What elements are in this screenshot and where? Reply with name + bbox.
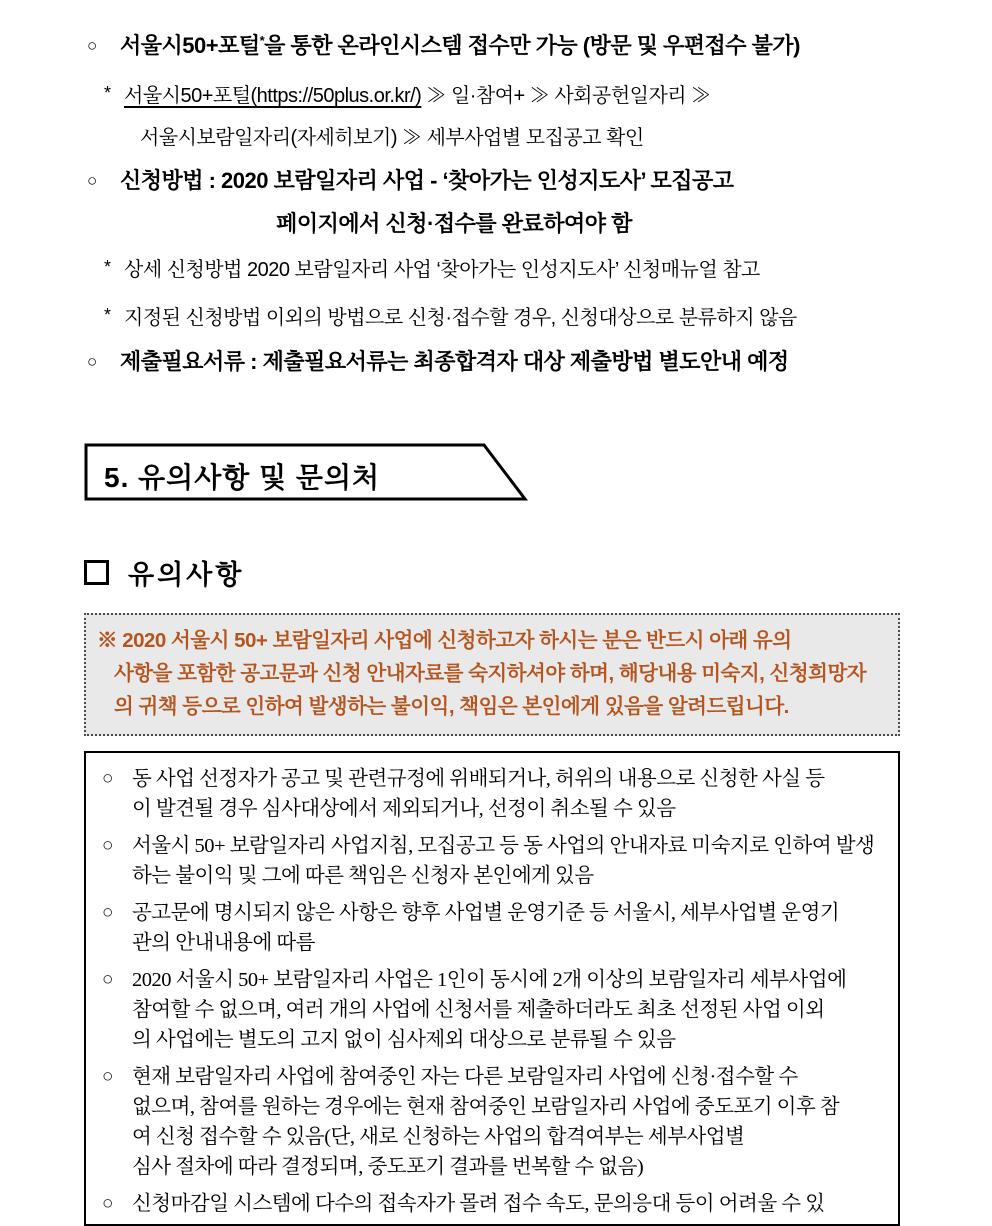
list-item <box>92 831 892 891</box>
item-line: 2020 서울시 50+ 보람일자리 사업은 1인이 동시에 2개 이상의 보람일자리 세부사업에 <box>132 969 847 991</box>
circle-bullet-icon: ○ <box>87 352 97 371</box>
circle-bullet-icon: ○ <box>102 969 114 990</box>
notice-line: 의 귀책 등으로 인하여 발생하는 불이익, 책임은 본인에게 있음을 알려드립니다. <box>114 695 789 718</box>
footnote-portal-path <box>84 80 992 109</box>
circle-bullet-icon: ○ <box>102 902 114 923</box>
bullet-required-docs <box>84 347 992 377</box>
circle-bullet-icon: ○ <box>102 1066 114 1087</box>
circle-bullet-icon: ○ <box>102 835 114 856</box>
portal-url-link[interactable]: 서울시50+포털(https://50plus.or.kr/) <box>124 85 422 107</box>
required-docs-text: 제출필요서류 : 제출필요서류는 최종합격자 대상 제출방법 별도안내 예정 <box>120 349 789 374</box>
section-title: 5. 유의사항 및 문의처 <box>104 462 381 493</box>
subsection-title: 유의사항 <box>128 560 245 590</box>
notice-line: 사항을 포함한 공고문과 신청 안내자료를 숙지하셔야 하며, 해당내용 미숙지, 신청희망자 <box>114 662 867 685</box>
apply-manual-text: 상세 신청방법 2020 보람일자리 사업 ‘찾아가는 인성지도사’ 신청매뉴얼 참고 <box>124 259 760 281</box>
footnote-apply-manual <box>84 254 992 283</box>
circle-bullet-icon: ○ <box>102 1193 114 1214</box>
item-line: 이 발견될 경우 심사대상에서 제외되거나, 선정이 취소될 수 있음 <box>132 798 676 820</box>
footnote-portal-path-cont <box>84 125 992 151</box>
subsection-header <box>84 553 992 592</box>
bullet-apply-method <box>84 166 992 196</box>
bullet-portal-text-post: 을 통한 온라인시스템 접수만 가능 (방문 및 우편접수 불가) <box>264 33 801 58</box>
item-line: 하는 불이익 및 그에 따른 책임은 신청자 본인에게 있음 <box>132 865 594 887</box>
item-line: 현재 보람일자리 사업에 참여중인 자는 다른 보람일자리 사업에 신청·접수할 수 <box>132 1066 798 1088</box>
item-line: 심사 절차에 따라 결정되며, 중도포기 결과를 번복할 수 없음) <box>132 1156 644 1178</box>
circle-bullet-icon: ○ <box>87 171 97 190</box>
list-item <box>92 898 892 958</box>
item-line: 참여할 수 없으며, 여러 개의 사업에 신청서를 제출하더라도 최초 선정된 사업 이외 <box>132 999 825 1021</box>
item-line: 관의 안내내용에 따름 <box>132 932 315 954</box>
circle-bullet-icon: ○ <box>87 36 97 55</box>
circle-bullet-icon: ○ <box>102 768 114 789</box>
item-line: 신청마감일 시스템에 다수의 접속자가 몰려 접수 속도, 문의응대 등이 어려울 수 있 <box>132 1193 825 1215</box>
item-line: 없으며, 참여를 원하는 경우에는 현재 참여중인 보람일자리 사업에 중도포기 이후 참 <box>132 1096 840 1118</box>
item-line: 여 신청 접수할 수 있음(단, 새로 신청하는 사업의 합격여부는 세부사업별 <box>132 1126 745 1148</box>
asterisk-marker: * <box>104 305 111 325</box>
item-line: 서울시 50+ 보람일자리 사업지침, 모집공고 등 동 사업의 안내자료 미숙지로 인하여 발생 <box>132 835 875 857</box>
item-line: 의 사업에는 별도의 고지 없이 심사제외 대상으로 분류될 수 있음 <box>132 1029 676 1051</box>
apply-warning-text: 지정된 신청방법 이외의 방법으로 신청·접수할 경우, 신청대상으로 분류하지 않음 <box>124 307 797 329</box>
asterisk-marker: * <box>104 257 111 277</box>
apply-method-line1: 신청방법 : 2020 보람일자리 사업 - ‘찾아가는 인성지도사’ 모집공고 <box>120 168 734 193</box>
list-item <box>92 764 892 824</box>
portal-path-rest: ≫ 일·참여+ ≫ 사회공헌일자리 ≫ <box>421 85 711 107</box>
item-line: 공고문에 명시되지 않은 사항은 향후 사업별 운영기준 등 서울시, 세부사업별 운영기 <box>132 902 840 924</box>
section-header-banner <box>84 443 534 501</box>
square-checkbox-icon <box>84 560 109 585</box>
footnote-apply-warning <box>84 302 992 331</box>
asterisk-marker: * <box>104 83 111 103</box>
portal-path-cont-text: 서울시보람일자리(자세히보기) ≫ 세부사업별 모집공고 확인 <box>140 127 644 149</box>
caution-items-box <box>84 751 900 1226</box>
bullet-portal-only <box>84 26 992 61</box>
notice-line: ※ 2020 서울시 50+ 보람일자리 사업에 신청하고자 하시는 분은 반드시 아래 유의 <box>97 629 792 652</box>
list-item <box>92 1189 892 1219</box>
bullet-portal-text-pre: 서울시50+포털 <box>120 33 260 58</box>
apply-method-line2: 페이지에서 신청·접수를 완료하여야 함 <box>276 211 632 236</box>
item-line: 동 사업 선정자가 공고 및 관련규정에 위배되거나, 허위의 내용으로 신청한 사실 등 <box>132 768 825 790</box>
list-item <box>92 965 892 1055</box>
list-item <box>92 1062 892 1182</box>
notice-box <box>84 613 900 736</box>
footnote-asterisk: * <box>259 33 265 48</box>
